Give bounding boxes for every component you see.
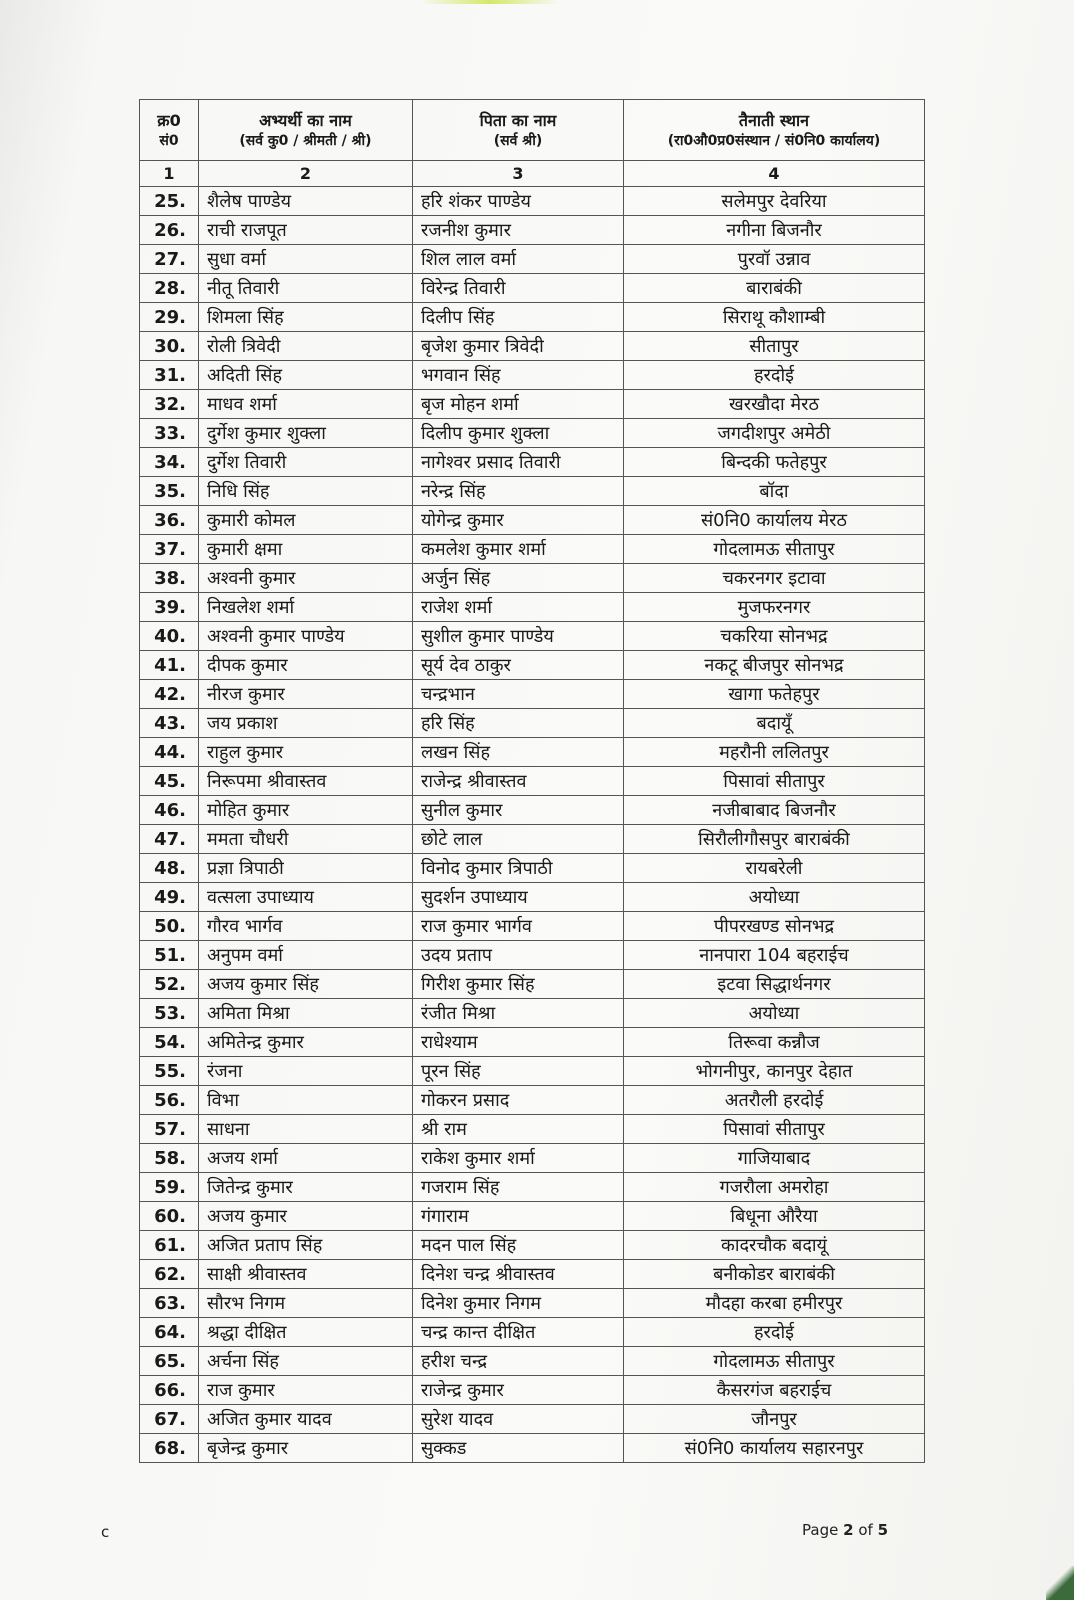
serial-number-cell: 64. (140, 1318, 199, 1347)
table-row (140, 970, 925, 999)
table-row (140, 535, 925, 564)
candidate-name-cell: साधना (199, 1115, 413, 1144)
candidate-name-cell: नीरज कुमार (199, 680, 413, 709)
candidate-name-cell: मोहित कुमार (199, 796, 413, 825)
candidate-name-cell: दीपक कुमार (199, 651, 413, 680)
table-row (140, 999, 925, 1028)
table-row (140, 709, 925, 738)
column-number: 3 (413, 161, 624, 187)
serial-number-cell: 35. (140, 477, 199, 506)
table-row (140, 448, 925, 477)
candidate-name-cell: शैलेष पाण्डेय (199, 187, 413, 216)
father-name-cell: हरि सिंह (413, 709, 624, 738)
father-name-cell: गोकरन प्रसाद (413, 1086, 624, 1115)
serial-number-cell: 33. (140, 419, 199, 448)
posting-place-cell: पीपरखण्ड सोनभद्र (624, 912, 925, 941)
candidate-name-cell: जितेन्द्र कुमार (199, 1173, 413, 1202)
table-row (140, 593, 925, 622)
table-row (140, 1434, 925, 1463)
serial-number-cell: 26. (140, 216, 199, 245)
table-row (140, 1260, 925, 1289)
table-row (140, 1405, 925, 1434)
header-serial: क्र0 सं0 (140, 100, 199, 161)
posting-place-cell: अतरौली हरदोई (624, 1086, 925, 1115)
posting-place-cell: सीतापुर (624, 332, 925, 361)
column-number-row (140, 161, 925, 187)
father-name-cell: श्री राम (413, 1115, 624, 1144)
posting-place-cell: इटवा सिद्धार्थनगर (624, 970, 925, 999)
table-row (140, 564, 925, 593)
serial-number-cell: 45. (140, 767, 199, 796)
posting-place-cell: सिराथू कौशाम्बी (624, 303, 925, 332)
table-row (140, 1144, 925, 1173)
father-name-cell: दिलीप कुमार शुक्ला (413, 419, 624, 448)
table-row (140, 506, 925, 535)
candidate-name-cell: अजय कुमार (199, 1202, 413, 1231)
table-row (140, 825, 925, 854)
posting-place-cell: सिरौलीगौसपुर बाराबंकी (624, 825, 925, 854)
father-name-cell: योगेन्द्र कुमार (413, 506, 624, 535)
table-row (140, 303, 925, 332)
candidate-name-cell: अजित कुमार यादव (199, 1405, 413, 1434)
serial-number-cell: 27. (140, 245, 199, 274)
serial-number-cell: 46. (140, 796, 199, 825)
father-name-cell: विनोद कुमार त्रिपाठी (413, 854, 624, 883)
serial-number-cell: 32. (140, 390, 199, 419)
table-row (140, 738, 925, 767)
father-name-cell: दिनेश चन्द्र श्रीवास्तव (413, 1260, 624, 1289)
candidate-name-cell: अनुपम वर्मा (199, 941, 413, 970)
candidate-name-cell: दुर्गेश कुमार शुक्ला (199, 419, 413, 448)
posting-place-cell: बिन्दकी फतेहपुर (624, 448, 925, 477)
serial-number-cell: 49. (140, 883, 199, 912)
table-header-row (140, 100, 925, 161)
father-name-cell: राज कुमार भार्गव (413, 912, 624, 941)
father-name-cell: नरेन्द्र सिंह (413, 477, 624, 506)
father-name-cell: रंजीत मिश्रा (413, 999, 624, 1028)
posting-place-cell: नगीना बिजनौर (624, 216, 925, 245)
candidate-name-cell: श्रद्धा दीक्षित (199, 1318, 413, 1347)
serial-number-cell: 65. (140, 1347, 199, 1376)
table-row (140, 1318, 925, 1347)
posting-place-cell: गोदलामऊ सीतापुर (624, 1347, 925, 1376)
serial-number-cell: 37. (140, 535, 199, 564)
serial-number-cell: 31. (140, 361, 199, 390)
posting-place-cell: कैसरगंज बहराईच (624, 1376, 925, 1405)
father-name-cell: हरीश चन्द्र (413, 1347, 624, 1376)
father-name-cell: राजेश शर्मा (413, 593, 624, 622)
candidate-name-cell: माधव शर्मा (199, 390, 413, 419)
candidate-name-cell: अदिती सिंह (199, 361, 413, 390)
candidate-name-cell: विभा (199, 1086, 413, 1115)
table-row (140, 1173, 925, 1202)
serial-number-cell: 39. (140, 593, 199, 622)
serial-number-cell: 51. (140, 941, 199, 970)
candidate-name-cell: साक्षी श्रीवास्तव (199, 1260, 413, 1289)
father-name-cell: विरेन्द्र तिवारी (413, 274, 624, 303)
table-row (140, 1347, 925, 1376)
posting-place-cell: बाराबंकी (624, 274, 925, 303)
serial-number-cell: 42. (140, 680, 199, 709)
father-name-cell: हरि शंकर पाण्डेय (413, 187, 624, 216)
candidate-name-cell: निधि सिंह (199, 477, 413, 506)
father-name-cell: कमलेश कुमार शर्मा (413, 535, 624, 564)
serial-number-cell: 68. (140, 1434, 199, 1463)
candidate-name-cell: सौरभ निगम (199, 1289, 413, 1318)
candidate-name-cell: वत्सला उपाध्याय (199, 883, 413, 912)
serial-number-cell: 38. (140, 564, 199, 593)
serial-number-cell: 59. (140, 1173, 199, 1202)
serial-number-cell: 52. (140, 970, 199, 999)
footer-mark: c (101, 1523, 110, 1541)
father-name-cell: शिल लाल वर्मा (413, 245, 624, 274)
father-name-cell: गजराम सिंह (413, 1173, 624, 1202)
table-row (140, 1202, 925, 1231)
table-row (140, 622, 925, 651)
posting-place-cell: कादरचौक बदायूं (624, 1231, 925, 1260)
table-row (140, 941, 925, 970)
candidate-name-cell: अमिता मिश्रा (199, 999, 413, 1028)
table-row (140, 390, 925, 419)
table-row (140, 767, 925, 796)
posting-place-cell: मुजफरनगर (624, 593, 925, 622)
candidate-name-cell: रोली त्रिवेदी (199, 332, 413, 361)
father-name-cell: राजेन्द्र कुमार (413, 1376, 624, 1405)
table-row (140, 216, 925, 245)
father-name-cell: नागेश्वर प्रसाद तिवारी (413, 448, 624, 477)
paper-stain (420, 0, 560, 4)
father-name-cell: सुरेश यादव (413, 1405, 624, 1434)
father-name-cell: सूर्य देव ठाकुर (413, 651, 624, 680)
serial-number-cell: 60. (140, 1202, 199, 1231)
column-number: 4 (624, 161, 925, 187)
candidate-posting-table (139, 99, 925, 1463)
table-row (140, 883, 925, 912)
candidate-name-cell: दुर्गेश तिवारी (199, 448, 413, 477)
candidate-name-cell: नीतू तिवारी (199, 274, 413, 303)
table-row (140, 912, 925, 941)
candidate-name-cell: अजय कुमार सिंह (199, 970, 413, 999)
table-row (140, 680, 925, 709)
father-name-cell: बृजेश कुमार त्रिवेदी (413, 332, 624, 361)
posting-place-cell: सलेमपुर देवरिया (624, 187, 925, 216)
posting-place-cell: नानपारा 104 बहराईच (624, 941, 925, 970)
posting-place-cell: नजीबाबाद बिजनौर (624, 796, 925, 825)
table-row (140, 1057, 925, 1086)
candidate-name-cell: राची राजपूत (199, 216, 413, 245)
father-name-cell: राधेश्याम (413, 1028, 624, 1057)
column-number: 2 (199, 161, 413, 187)
candidate-name-cell: जय प्रकाश (199, 709, 413, 738)
candidate-name-cell: रंजना (199, 1057, 413, 1086)
posting-place-cell: सं0नि0 कार्यालय मेरठ (624, 506, 925, 535)
posting-place-cell: खरखौदा मेरठ (624, 390, 925, 419)
serial-number-cell: 62. (140, 1260, 199, 1289)
serial-number-cell: 63. (140, 1289, 199, 1318)
posting-place-cell: बदायूँ (624, 709, 925, 738)
candidate-name-cell: सुधा वर्मा (199, 245, 413, 274)
father-name-cell: सुशील कुमार पाण्डेय (413, 622, 624, 651)
table-row (140, 1028, 925, 1057)
candidate-name-cell: कुमारी क्षमा (199, 535, 413, 564)
posting-place-cell: सं0नि0 कार्यालय सहारनपुर (624, 1434, 925, 1463)
father-name-cell: दिलीप सिंह (413, 303, 624, 332)
candidate-name-cell: अश्वनी कुमार पाण्डेय (199, 622, 413, 651)
posting-place-cell: चकरनगर इटावा (624, 564, 925, 593)
serial-number-cell: 30. (140, 332, 199, 361)
table-row (140, 1086, 925, 1115)
header-posting-place: तैनाती स्थान (रा0औ0प्र0संस्थान / सं0नि0 कार्यालय) (624, 100, 925, 161)
table-row (140, 245, 925, 274)
father-name-cell: लखन सिंह (413, 738, 624, 767)
header-father-name: पिता का नाम (सर्व श्री) (413, 100, 624, 161)
candidate-name-cell: अजय शर्मा (199, 1144, 413, 1173)
serial-number-cell: 47. (140, 825, 199, 854)
serial-number-cell: 54. (140, 1028, 199, 1057)
serial-number-cell: 61. (140, 1231, 199, 1260)
father-name-cell: भगवान सिंह (413, 361, 624, 390)
posting-place-cell: रायबरेली (624, 854, 925, 883)
serial-number-cell: 25. (140, 187, 199, 216)
candidate-name-cell: निरूपमा श्रीवास्तव (199, 767, 413, 796)
table-row (140, 419, 925, 448)
serial-number-cell: 48. (140, 854, 199, 883)
candidate-name-cell: राज कुमार (199, 1376, 413, 1405)
father-name-cell: मदन पाल सिंह (413, 1231, 624, 1260)
table-row (140, 361, 925, 390)
father-name-cell: सुदर्शन उपाध्याय (413, 883, 624, 912)
candidate-name-cell: प्रज्ञा त्रिपाठी (199, 854, 413, 883)
serial-number-cell: 40. (140, 622, 199, 651)
posting-place-cell: गोदलामऊ सीतापुर (624, 535, 925, 564)
serial-number-cell: 29. (140, 303, 199, 332)
serial-number-cell: 28. (140, 274, 199, 303)
posting-place-cell: चकरिया सोनभद्र (624, 622, 925, 651)
serial-number-cell: 56. (140, 1086, 199, 1115)
table-row (140, 477, 925, 506)
posting-place-cell: मौदहा करबा हमीरपुर (624, 1289, 925, 1318)
father-name-cell: गिरीश कुमार सिंह (413, 970, 624, 999)
candidate-name-cell: अर्चना सिंह (199, 1347, 413, 1376)
page-corner (1046, 1566, 1074, 1600)
posting-place-cell: गजरौला अमरोहा (624, 1173, 925, 1202)
serial-number-cell: 43. (140, 709, 199, 738)
father-name-cell: गंगाराम (413, 1202, 624, 1231)
header-candidate-name: अभ्यर्थी का नाम (सर्व कु0 / श्रीमती / श्री) (199, 100, 413, 161)
father-name-cell: अर्जुन सिंह (413, 564, 624, 593)
serial-number-cell: 34. (140, 448, 199, 477)
posting-place-cell: हरदोई (624, 1318, 925, 1347)
posting-place-cell: महरौनी ललितपुर (624, 738, 925, 767)
serial-number-cell: 41. (140, 651, 199, 680)
posting-place-cell: नकटू बीजपुर सोनभद्र (624, 651, 925, 680)
serial-number-cell: 44. (140, 738, 199, 767)
table-row (140, 796, 925, 825)
table-row (140, 1115, 925, 1144)
posting-place-cell: हरदोई (624, 361, 925, 390)
serial-number-cell: 36. (140, 506, 199, 535)
posting-place-cell: अयोध्या (624, 999, 925, 1028)
father-name-cell: चन्द्र कान्त दीक्षित (413, 1318, 624, 1347)
serial-number-cell: 57. (140, 1115, 199, 1144)
serial-number-cell: 67. (140, 1405, 199, 1434)
posting-place-cell: अयोध्या (624, 883, 925, 912)
column-number: 1 (140, 161, 199, 187)
serial-number-cell: 55. (140, 1057, 199, 1086)
posting-place-cell: पुरवॉ उन्नाव (624, 245, 925, 274)
father-name-cell: राकेश कुमार शर्मा (413, 1144, 624, 1173)
candidate-name-cell: कुमारी कोमल (199, 506, 413, 535)
serial-number-cell: 50. (140, 912, 199, 941)
posting-place-cell: पिसावां सीतापुर (624, 767, 925, 796)
father-name-cell: दिनेश कुमार निगम (413, 1289, 624, 1318)
serial-number-cell: 53. (140, 999, 199, 1028)
posting-place-cell: जगदीशपुर अमेठी (624, 419, 925, 448)
candidate-name-cell: शिमला सिंह (199, 303, 413, 332)
posting-place-cell: बनीकोडर बाराबंकी (624, 1260, 925, 1289)
father-name-cell: पूरन सिंह (413, 1057, 624, 1086)
posting-place-cell: बॉदा (624, 477, 925, 506)
father-name-cell: छोटे लाल (413, 825, 624, 854)
posting-place-cell: जौनपुर (624, 1405, 925, 1434)
candidate-name-cell: राहुल कुमार (199, 738, 413, 767)
posting-place-cell: गाजियाबाद (624, 1144, 925, 1173)
serial-number-cell: 58. (140, 1144, 199, 1173)
table-row (140, 187, 925, 216)
candidate-name-cell: अश्वनी कुमार (199, 564, 413, 593)
candidate-name-cell: ममता चौधरी (199, 825, 413, 854)
candidate-name-cell: निखलेश शर्मा (199, 593, 413, 622)
candidate-name-cell: बृजेन्द्र कुमार (199, 1434, 413, 1463)
table-row (140, 332, 925, 361)
table-row (140, 1376, 925, 1405)
father-name-cell: चन्द्रभान (413, 680, 624, 709)
posting-place-cell: बिधूना औरैया (624, 1202, 925, 1231)
table-row (140, 651, 925, 680)
table-row (140, 854, 925, 883)
posting-place-cell: पिसावां सीतापुर (624, 1115, 925, 1144)
father-name-cell: राजेन्द्र श्रीवास्तव (413, 767, 624, 796)
posting-place-cell: खागा फतेहपुर (624, 680, 925, 709)
candidate-name-cell: अजित प्रताप सिंह (199, 1231, 413, 1260)
page-number: Page 2 of 5 (802, 1521, 889, 1539)
table-row (140, 1231, 925, 1260)
father-name-cell: उदय प्रताप (413, 941, 624, 970)
table-row (140, 1289, 925, 1318)
serial-number-cell: 66. (140, 1376, 199, 1405)
posting-place-cell: भोगनीपुर, कानपुर देहात (624, 1057, 925, 1086)
father-name-cell: सुक्कड (413, 1434, 624, 1463)
candidate-name-cell: अमितेन्द्र कुमार (199, 1028, 413, 1057)
father-name-cell: बृज मोहन शर्मा (413, 390, 624, 419)
father-name-cell: रजनीश कुमार (413, 216, 624, 245)
candidate-name-cell: गौरव भार्गव (199, 912, 413, 941)
table-row (140, 274, 925, 303)
father-name-cell: सुनील कुमार (413, 796, 624, 825)
posting-place-cell: तिरूवा कन्नौज (624, 1028, 925, 1057)
